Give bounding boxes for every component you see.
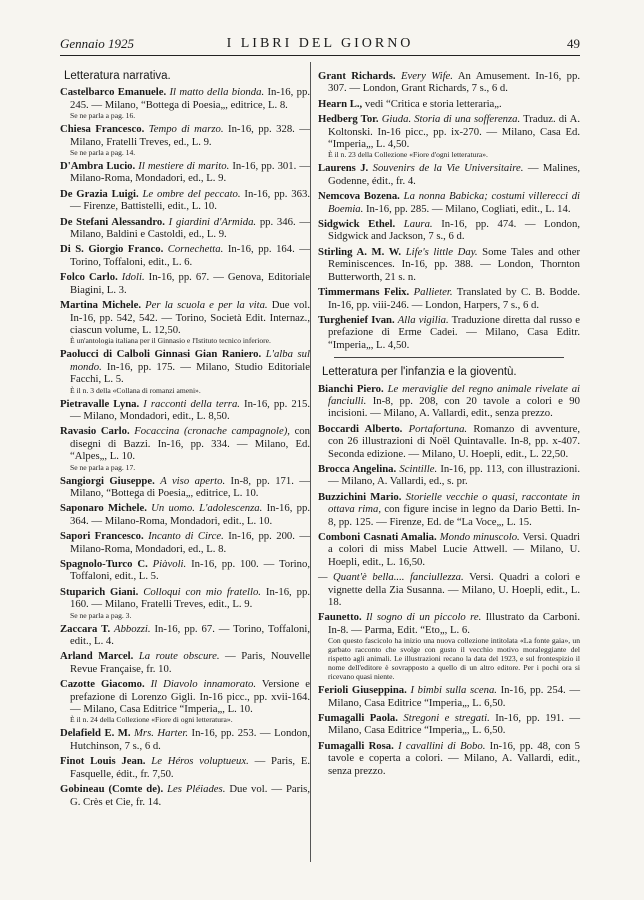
- entry-details: In-16, pp. 48, con 5 tavole e coperta a colori. — Milano, A. Vallardi, edit., senza prezzo.: [328, 739, 580, 777]
- entry-author: Faunetto.: [318, 611, 362, 624]
- bibliography-entry: [318, 113, 580, 159]
- entry-title: Le meraviglie del regno animale rivelate ai fanciulli.: [328, 382, 581, 407]
- entry-title: Laura.: [403, 218, 433, 231]
- entry-title: Mondo minuscolo.: [439, 531, 520, 543]
- bibliography-entry: [318, 531, 580, 568]
- bibliography-entry: [318, 571, 580, 608]
- entry-author: Sidgwick Ethel.: [318, 218, 396, 231]
- entry-details: In-16, pp. 67. — Genova, Editoriale Biagini, L. 3.: [70, 271, 310, 296]
- entry-author: Laurens J.: [318, 162, 369, 175]
- header-title: I LIBRI DEL GIORNO: [226, 36, 414, 51]
- entry-title: Il mestiere di marito.: [138, 160, 230, 173]
- entry-details: Versi. Quadri a colori di miss Mabel Lucie Attwell. — Milano, U. Hoepli, edit., L. 16,50.: [328, 531, 581, 568]
- entry-details: In-16, pp. 363. — Firenze, Battistelli, edit., L. 10.: [70, 187, 310, 213]
- page-header: [60, 36, 580, 54]
- bibliography-entry: [60, 558, 310, 583]
- entry-author: Buzzichini Mario.: [318, 490, 402, 503]
- bibliography-entry: [60, 398, 310, 423]
- bibliography-entry: [60, 348, 310, 394]
- right-column: [318, 70, 580, 780]
- entry-title: I racconti della terra.: [143, 397, 240, 410]
- entry-author: Stuparich Giani.: [60, 585, 139, 598]
- bibliography-entry: [60, 623, 310, 648]
- entry-details: In-16, pp. 364. — Milano-Roma, Mondadori, edit., L. 10.: [70, 502, 311, 527]
- entry-author: Arland Marcel.: [60, 650, 134, 663]
- entry-title: Per la scuola e per la vita.: [145, 299, 268, 312]
- entry-details: In-16, pp. 301. — Milano-Roma, Mondadori, ed., L. 9.: [70, 160, 311, 185]
- entry-details: Translated by C. B. Bodde. In-16, pp. viii-246. — London, Harpers, 7 s., 6 d.: [328, 286, 581, 311]
- entry-title: Storielle vecchie o quasi, raccontate in ottava rima,: [328, 490, 581, 516]
- bibliography-entry: [318, 246, 580, 283]
- entry-note: Se ne parla a pag. 16.: [70, 111, 136, 121]
- entry-title: Mrs. Harter.: [134, 727, 189, 740]
- entry-note: È il n. 23 della Collezione «Fiore d'ogni letteratura».: [328, 150, 488, 160]
- entry-details: In-8, pp. 208, con 20 tavole a colori e 90 incisioni. — Milano, A. Vallardi, edit., senza prezzo.: [328, 394, 580, 420]
- bibliography-entry: [318, 740, 580, 777]
- entry-author: Chiesa Francesco.: [60, 123, 145, 136]
- bibliography-entry: [60, 502, 310, 527]
- bibliography-entry: [60, 299, 310, 345]
- entry-author: Grant Richards.: [318, 70, 396, 82]
- page-number: 49: [567, 36, 580, 51]
- entry-title: Scintille.: [399, 462, 438, 475]
- entry-author: Gobineau (Comte de).: [60, 783, 164, 796]
- entry-details: In-16, pp. 253. — London, Hutchinson, 7 s., 6 d.: [70, 727, 310, 752]
- entry-title: Pallieter.: [413, 286, 453, 299]
- entry-author: Sapori Francesco.: [60, 530, 144, 543]
- entry-author: Nemcova Bozena.: [318, 190, 400, 203]
- entry-details: Romanzo di avventure, con 26 illustrazioni di Noël Quintavalle. In-8, pp. x-407. Seconda edizione. — Milano, U. Hoepli, edit., L. 22,50.: [328, 422, 580, 460]
- entry-details: In-16, pp. 245. — Milano, “Bottega di Poesia„, editrice, L. 8.: [70, 86, 311, 111]
- bibliography-entry: [318, 98, 580, 110]
- entry-author: Castelbarco Emanuele.: [60, 86, 167, 99]
- entry-title: I cavallini di Bobo.: [398, 739, 486, 752]
- bibliography-entry: [60, 586, 310, 620]
- bibliography-entry: [60, 271, 310, 296]
- right-entry-list-bottom: [318, 383, 580, 778]
- entry-details: In-16, pp. 164. — Torino, Toffaloni, edit., L. 6.: [70, 243, 310, 268]
- entry-note: È un'antologia italiana per il Ginnasio e l'Istituto tecnico inferiore.: [70, 336, 271, 346]
- bibliography-entry: [318, 611, 580, 681]
- entry-author: Martina Michele.: [60, 299, 141, 312]
- entry-author: Hedberg Tor.: [318, 113, 379, 126]
- bibliography-entry: [318, 162, 580, 187]
- entry-author: Pietravalle Lyna.: [60, 397, 140, 410]
- bibliography-entry: [60, 530, 310, 555]
- entry-title: Abbozzi.: [114, 622, 151, 635]
- entry-title: Le Héros voluptueux.: [151, 755, 249, 768]
- left-column: [60, 70, 310, 811]
- entry-author: Sangiorgi Giuseppe.: [60, 474, 155, 487]
- entry-details: Illustrato da Carboni. In-8. — Parma, Edit. “Eto„, L. 6.: [328, 611, 581, 636]
- entry-author: Stirling A. M. W.: [318, 245, 402, 258]
- entry-details: Traduzione diretta dal russo e prefazione di Erme Cadei. — Milano, Casa Editr. “Imperia„, L. 4,50.: [328, 313, 581, 351]
- entry-author: Cazotte Giacomo.: [60, 678, 145, 691]
- entry-details: In-16, pp. 215. — Milano, Mondadori, edit., L. 8,50.: [70, 397, 311, 422]
- entry-author: Brocca Angelina.: [318, 462, 397, 475]
- entry-title: I bimbi sulla scena.: [410, 684, 497, 697]
- bibliography-entry: [60, 188, 310, 213]
- bibliography-entry: [60, 650, 310, 675]
- entry-title: Les Pléiades.: [167, 783, 226, 796]
- entry-author: D'Ambra Lucio.: [60, 160, 136, 173]
- entry-note: È il n. 24 della Collezione «Fiore di ogni letteratura».: [70, 715, 233, 725]
- entry-title: La route obscure.: [138, 650, 220, 663]
- bibliography-entry: [318, 712, 580, 737]
- bibliography-entry: [60, 123, 310, 157]
- entry-details: In-16, pp. 200. — Milano-Roma, Mondadori, ed., L. 8.: [70, 530, 311, 555]
- bibliography-entry: [318, 190, 580, 215]
- entry-title: Le ombre del peccato.: [142, 187, 241, 200]
- bibliography-entry: [318, 70, 580, 95]
- entry-title: Cornechetta.: [167, 243, 224, 256]
- entry-details: Some Tales and other Reminiscences. In-16, pp. 388. — London, Thornton Butterworth, 21 s. n.: [328, 245, 580, 283]
- entry-title: Colloqui con mio fratello.: [143, 585, 261, 598]
- entry-author: Finot Louis Jean.: [60, 755, 146, 768]
- bibliography-entry: [318, 463, 580, 488]
- entry-title: Every Wife.: [400, 70, 453, 82]
- entry-title: I giardini d'Armida.: [168, 215, 257, 228]
- entry-title: Idoli.: [121, 271, 145, 284]
- entry-title: Souvenirs de la Vie Universitaire.: [372, 162, 524, 175]
- entry-author: Saponaro Michele.: [60, 502, 147, 515]
- entry-details: In-16, pp. 191. — Milano, Casa Editrice “Imperia„, L. 6,50.: [328, 712, 581, 737]
- bibliography-entry: [60, 678, 310, 724]
- entry-details: con figure incise in legno da Dario Betti. In-8, pp. 125. — Firenze, Ed. de “La Voce„, L. 15.: [328, 503, 581, 528]
- entry-note: Se ne parla a pag. 17.: [70, 462, 136, 472]
- entry-author: Ferioli Giuseppina.: [318, 684, 407, 697]
- bibliography-entry: [318, 423, 580, 460]
- entry-details: Versi. Quadri a colori e vignette della Zia Susanna. — Milano, U. Hoepli, edit., L. 18.: [328, 571, 580, 609]
- entry-author: Di S. Giorgio Franco.: [60, 243, 164, 256]
- entry-details: vedi “Critica e storia letteraria„.: [364, 97, 502, 110]
- entry-author: De Stefani Alessandro.: [60, 215, 165, 228]
- entry-details: Versione e prefazione di Lorenzo Gigli. In-16 picc., pp. xvii-164. — Milano, Casa Editrice “Imperia„, L. 10.: [70, 678, 310, 716]
- entry-details: In-16, pp. 328. — Milano, Fratelli Treves, ed., L. 9.: [70, 123, 310, 148]
- entry-author: Delafield E. M.: [60, 727, 131, 740]
- entry-details: con disegni di Bazzi. In-16, pp. 334. — Milano, Ed. “Alpes„, L. 10.: [70, 425, 310, 463]
- section-heading-narrativa: Letteratura narrativa.: [64, 70, 171, 82]
- entry-title: Alla vigilia.: [397, 313, 449, 326]
- entry-title: Il sogno di un piccolo re.: [365, 611, 482, 624]
- entry-details: In-16, pp. 474. — London, Sidgwick and Jackson, 7 s., 6 d.: [328, 218, 581, 243]
- entry-title: Life's little Day.: [405, 245, 478, 258]
- entry-details: In-16, pp. 160. — Milano, Fratelli Treves, edit., L. 9.: [70, 585, 311, 611]
- bibliography-entry: [60, 160, 310, 185]
- entry-title: Incanto di Circe.: [148, 530, 224, 543]
- entry-title: Focaccina (cronache campagnole),: [134, 425, 290, 438]
- entry-details: Due vol. In-16, pp. 542, 542. — Torino, Società Edit. Internaz., ciascun volume, L. 12,50.: [70, 299, 311, 336]
- entry-details: In-16, pp. 67. — Torino, Toffaloni, edit., L. 4.: [70, 622, 311, 648]
- header-rule: [60, 55, 580, 56]
- entry-title: Giuda. Storia di una sofferenza.: [381, 113, 521, 126]
- bibliography-entry: [60, 86, 310, 120]
- bibliography-entry: [318, 684, 580, 709]
- entry-author: Timmermans Felix.: [318, 286, 410, 299]
- entry-details: In-16, pp. 100. — Torino, Toffaloni, edit., L. 5.: [70, 558, 311, 583]
- entry-title: Il matto della bionda.: [169, 86, 265, 99]
- entry-details: In-16, pp. 285. — Milano, Cogliati, edit., L. 14.: [366, 202, 571, 215]
- entry-author: De Grazia Luigi.: [60, 187, 139, 200]
- left-entry-list: [60, 86, 310, 808]
- entry-title: Tempo di marzo.: [148, 123, 224, 136]
- entry-details: In-16, pp. 254. — Milano, Casa Editrice “Imperia„, L. 6,50.: [328, 684, 581, 709]
- entry-title: Piàvoli.: [152, 558, 187, 570]
- entry-details: pp. 346. — Milano, Baldini e Castoldi, ed., L. 9.: [70, 215, 311, 241]
- entry-details: In-16, pp. 113, con illustrazioni. — Milano, A. Vallardi, ed., s. pr.: [328, 462, 580, 488]
- entry-author: Fumagalli Paola.: [318, 712, 398, 725]
- entry-title: A viso aperto.: [160, 474, 226, 487]
- header-date: Gennaio 1925: [60, 36, 135, 51]
- entry-details: — Malines, Godenne, édit., fr. 4.: [328, 162, 580, 187]
- bibliography-entry: [60, 216, 310, 241]
- bibliography-entry: [318, 286, 580, 311]
- bibliography-entry: [60, 243, 310, 268]
- entry-note: È il n. 3 della «Collana di romanzi ameni».: [70, 385, 201, 395]
- entry-details: In-8, pp. 171. — Milano, “Bottega di Poesia„, editrice, L. 10.: [70, 474, 310, 499]
- entry-author: Fumagalli Rosa.: [318, 739, 394, 752]
- bibliography-entry: [60, 475, 310, 500]
- entry-author: Hearn L.,: [318, 97, 363, 110]
- entry-note: Se ne parla a pag. 3.: [70, 610, 132, 620]
- entry-title: Il Diavolo innamorato.: [150, 678, 257, 691]
- entry-title: — Quant'è bella.... fanciullezza.: [318, 571, 464, 584]
- entry-details: — Paris, E. Fasquelle, édit., fr. 7,50.: [70, 755, 311, 780]
- bibliography-entry: [60, 783, 310, 808]
- entry-title: La nonna Babicka; costumi villerecci di Boemia.: [328, 190, 581, 215]
- entry-author: Folco Carlo.: [60, 271, 118, 284]
- bibliography-entry: [318, 491, 580, 528]
- entry-author: Paolucci di Calboli Ginnasi Gian Raniero.: [60, 348, 262, 361]
- entry-title: L'alba sul mondo.: [70, 348, 310, 373]
- entry-details: — Paris, Nouvelle Revue Française, fr. 10.: [70, 650, 311, 675]
- entry-title: Stregoni e stregati.: [403, 712, 490, 725]
- bibliography-entry: [318, 383, 580, 420]
- entry-details: Due vol. — Paris, G. Crès et Cie, fr. 14.: [70, 783, 310, 808]
- bibliography-entry: [318, 314, 580, 351]
- bibliography-entry: [318, 218, 580, 243]
- entry-author: Bianchi Piero.: [318, 382, 384, 395]
- entry-author: Boccardi Alberto.: [318, 422, 403, 435]
- column-divider: [310, 62, 311, 862]
- entry-author: Turghenief Ivan.: [318, 313, 395, 326]
- section-divider: [334, 357, 564, 358]
- entry-author: Spagnolo-Turco C.: [60, 558, 148, 570]
- entry-details: An Amusement. In-16, pp. 307. — London, Grant Richards, 7 s., 6 d.: [328, 70, 581, 95]
- right-entry-list-top: [318, 70, 580, 351]
- entry-title: Portafortuna.: [408, 422, 468, 435]
- entry-details: Traduz. di A. Koltonski. In-16 picc., pp. ix-270. — Milano, Casa Ed. “Imperia„, L. 4,50.: [328, 113, 581, 151]
- entry-author: Comboni Casnati Amalia.: [318, 531, 437, 543]
- bibliography-entry: [60, 755, 310, 780]
- entry-details: In-16, pp. 175. — Milano, Studio Editoriale Facchi, L. 5.: [70, 360, 311, 386]
- section-heading-infanzia: Letteratura per l'infanzia e la gioventù.: [322, 366, 517, 379]
- entry-author: Ravasio Carlo.: [60, 425, 130, 438]
- entry-note: Se ne parla a pag. 14.: [70, 148, 136, 158]
- entry-author: Zaccara T.: [60, 622, 111, 635]
- bibliography-entry: [60, 425, 310, 471]
- entry-note: Con questo fascicolo ha inizio una nuova collezione intitolata «La fonte gaia», un garbato racconto che svolge con gusto il vecchio motivo moraleggiante del rispetto agli animali. Le illustrazioni recano la data del 1923, e sul frontespizio il nome dell'editore è sovrapposto a quello di un altro editore. Per i pochi ora si ricevano quasi niente.: [328, 636, 580, 682]
- bibliography-entry: [60, 727, 310, 752]
- entry-title: Un uomo. L'adolescenza.: [151, 502, 263, 515]
